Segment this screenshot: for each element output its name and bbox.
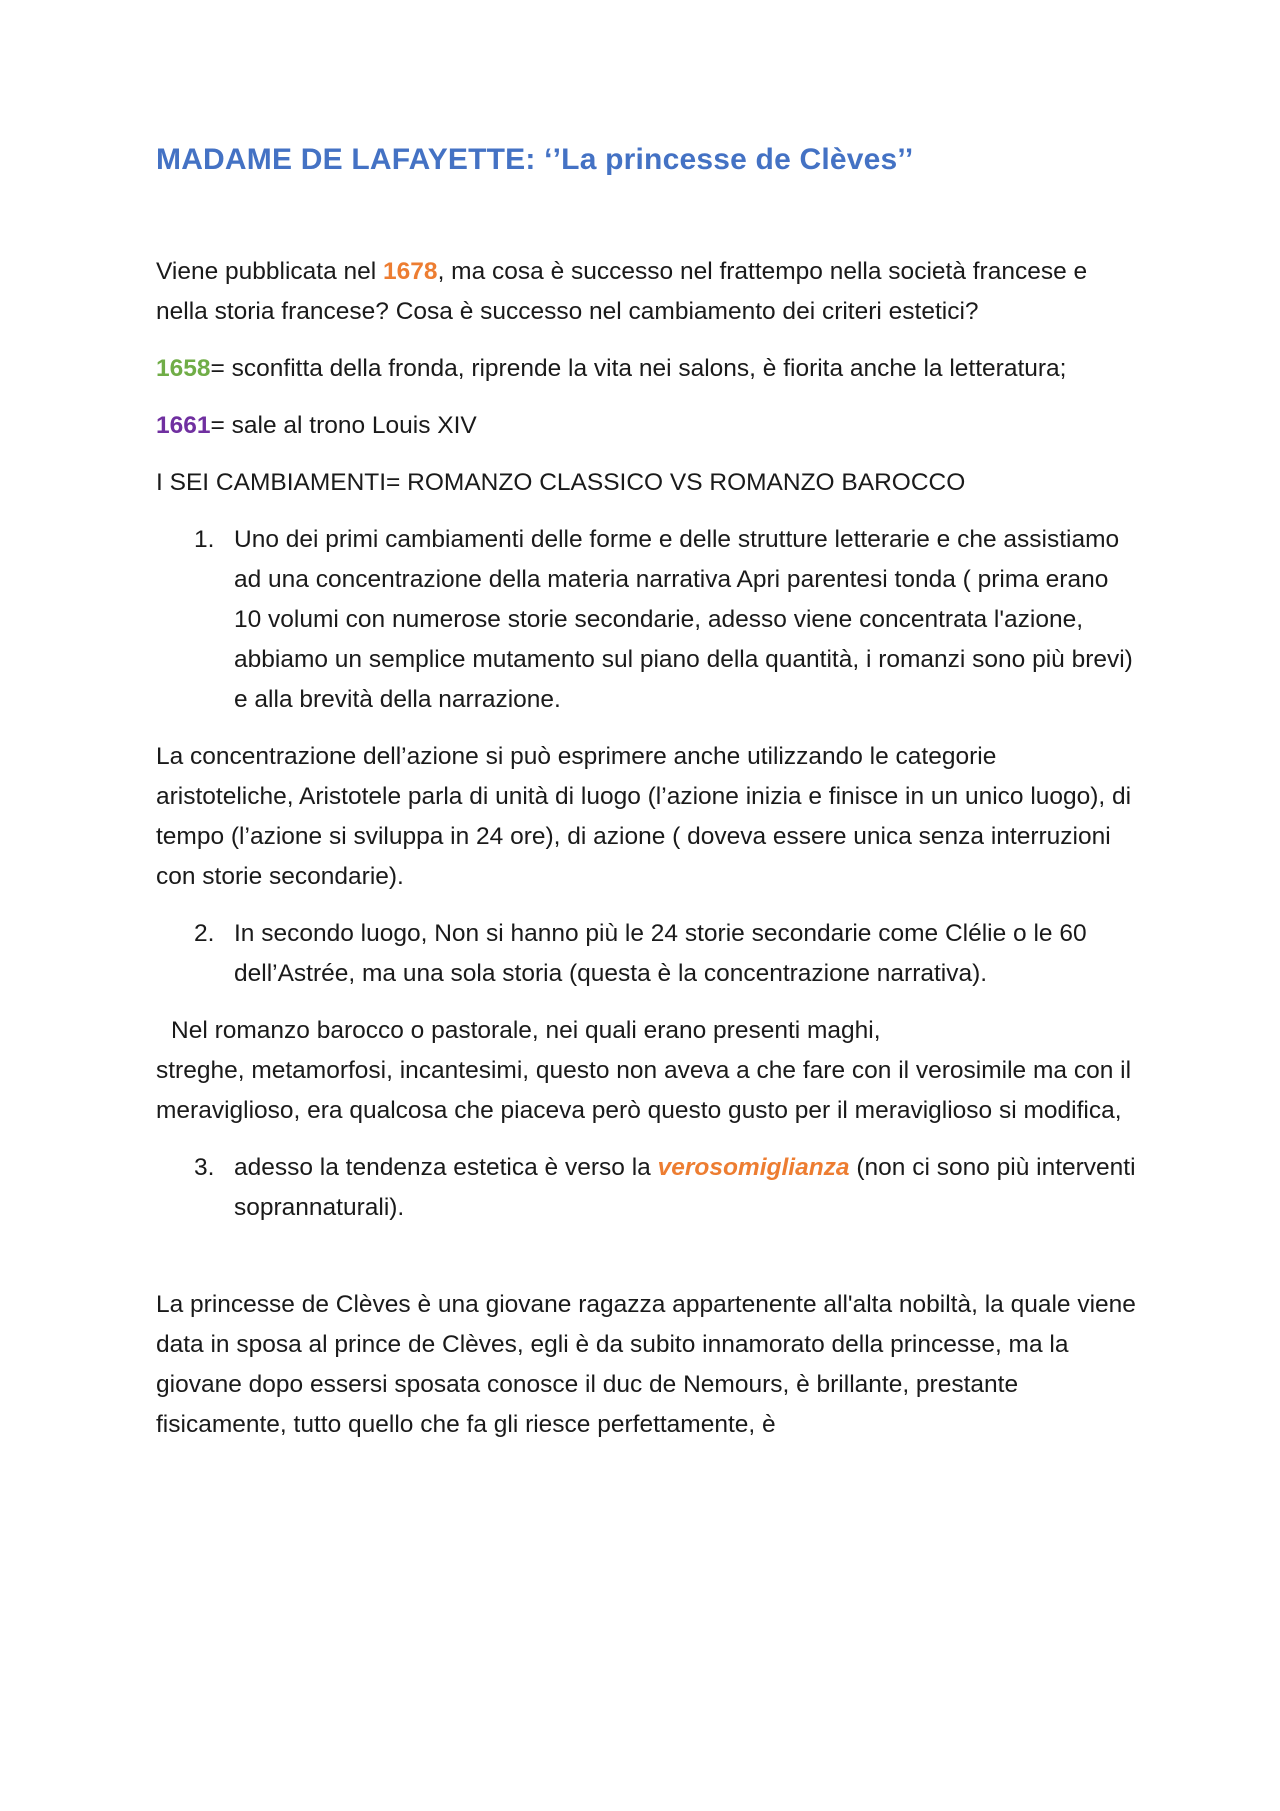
spacer [156,1245,1136,1285]
intro-year: 1678 [383,258,438,285]
intro-text-before: Viene pubblicata nel [156,258,384,285]
baroque-rest: streghe, metamorfosi, incantesimi, questo non aveva a che fare con il verosimile ma con il meraviglioso, era qualcosa che piaceva però questo gusto per il meraviglioso si modifica, [156,1057,1132,1124]
list-item-2-text: In secondo luogo, Non si hanno più le 24 storie secondarie come Clélie o le 60 dell’Astrée, ma una sola storia (questa è la concentrazione narrativa). [234,920,1087,987]
list-item-2 [156,914,1136,994]
event-1661-year: 1661 [156,412,211,439]
event-1658-text: = sconfitta della fronda, riprende la vita nei salons, è fiorita anche la letteratura; [210,355,1067,382]
plot-paragraph: La princesse de Clèves è una giovane ragazza appartenente all'alta nobiltà, la quale viene data in sposa al prince de Clèves, egli è da subito innamorato della princesse, ma la giovane dopo essersi sposata conosce il duc de Nemours, è brillante, prestante fisicamente, tutto quello che fa gli riesce perfettamente, è [156,1291,1136,1438]
event-1658-paragraph [156,349,1136,389]
document-title: MADAME DE LAFAYETTE: ‘’La princesse de Clèves’’ [156,143,914,176]
list-item-1 [156,520,1136,720]
baroque-paragraph [156,1011,1136,1131]
list-marker-3: 3. [194,1154,215,1181]
event-1658-year: 1658 [156,355,211,382]
aristotle-paragraph: La concentrazione dell’azione si può esprimere anche utilizzando le categorie aristoteliche, Aristotele parla di unità di luogo (l’azione inizia e finisce in un unico luogo), di tempo (l’azione si sviluppa in 24 ore), di azione ( doveva essere unica senza interruzioni con storie secondarie). [156,743,1132,890]
verosomiglianza-highlight: verosomiglianza [657,1154,850,1181]
event-1661-text: = sale al trono Louis XIV [210,412,477,439]
intro-text-after: , ma cosa è successo nel frattempo nella società francese e nella storia francese? Cosa è successo nel cambiamento dei criteri estetici? [156,258,1088,325]
document-page [156,140,1136,1462]
list-item-3 [156,1148,1136,1228]
intro-paragraph [156,252,1136,332]
list-marker-2: 2. [194,920,215,947]
list-marker-1: 1. [194,526,215,553]
list-item-3-after: (non ci sono più interventi soprannaturali). [234,1154,1136,1221]
list-item-3-before: adesso la tendenza estetica è verso la [234,1154,658,1181]
list-item-1-text: Uno dei primi cambiamenti delle forme e delle strutture letterarie e che assistiamo ad una concentrazione della materia narrativa Apri parentesi tonda ( prima erano 10 volumi con numerose storie secondarie, adesso viene concentrata l'azione, abbiamo un semplice mutamento sul piano della quantità, i romanzi sono più brevi) e alla brevità della narrazione. [234,526,1133,713]
baroque-first-line: Nel romanzo barocco o pastorale, nei quali erano presenti maghi, [171,1017,881,1044]
changes-heading: I SEI CAMBIAMENTI= ROMANZO CLASSICO VS ROMANZO BAROCCO [156,469,966,496]
event-1661-paragraph [156,406,1136,446]
